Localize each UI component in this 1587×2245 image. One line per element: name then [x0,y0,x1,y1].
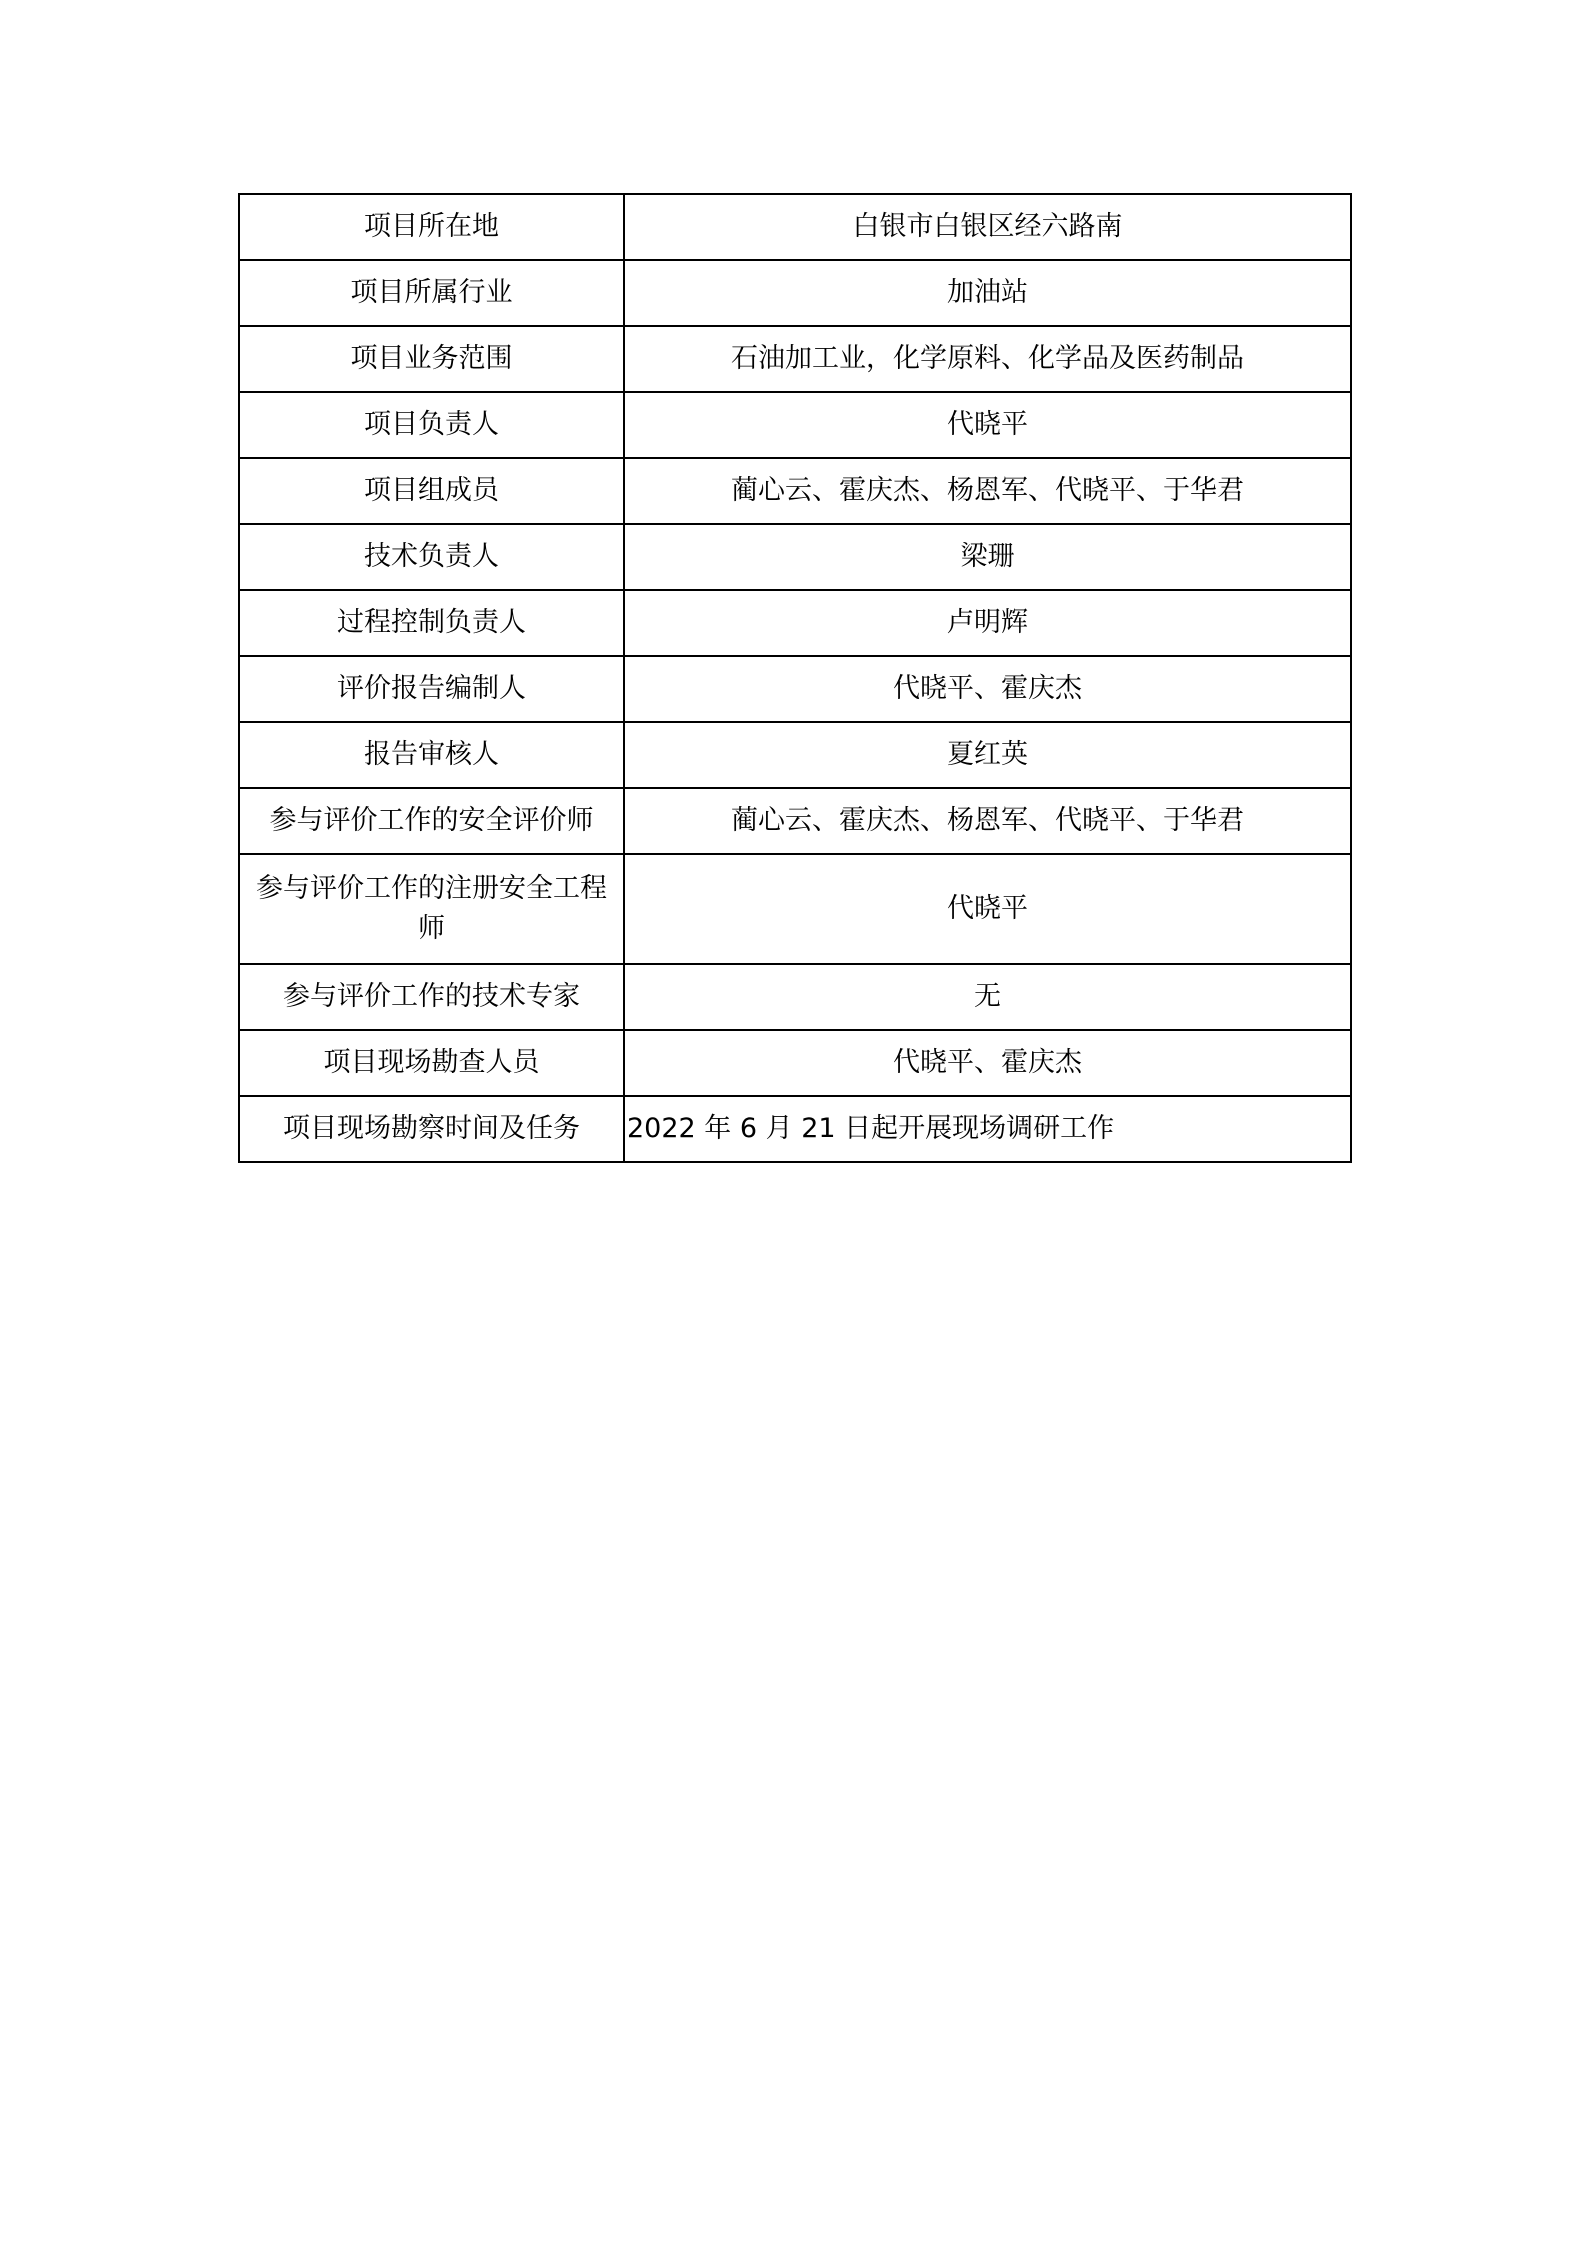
table-row [239,1096,1351,1162]
row-label: 项目现场勘察时间及任务 [239,1096,624,1162]
row-label: 参与评价工作的注册安全工程师 [239,854,624,964]
row-value: 梁珊 [624,524,1351,590]
row-value: 夏红英 [624,722,1351,788]
row-value: 代晓平、霍庆杰 [624,1030,1351,1096]
table-row [239,1030,1351,1096]
row-value: 无 [624,964,1351,1030]
row-value: 代晓平 [624,854,1351,964]
table-row [239,524,1351,590]
row-label: 技术负责人 [239,524,624,590]
table-row [239,458,1351,524]
row-label: 项目负责人 [239,392,624,458]
table-row [239,392,1351,458]
row-value: 2022 年 6 月 21 日起开展现场调研工作 [624,1096,1351,1162]
row-label: 项目组成员 [239,458,624,524]
table-row [239,964,1351,1030]
project-info-table [238,193,1352,1163]
table-row [239,260,1351,326]
row-value: 蔺心云、霍庆杰、杨恩军、代晓平、于华君 [624,788,1351,854]
table-row [239,656,1351,722]
row-label: 项目所属行业 [239,260,624,326]
row-label: 项目所在地 [239,194,624,260]
row-value: 石油加工业，化学原料、化学品及医药制品 [624,326,1351,392]
row-label: 项目现场勘查人员 [239,1030,624,1096]
row-value: 卢明辉 [624,590,1351,656]
row-value: 白银市白银区经六路南 [624,194,1351,260]
row-value: 蔺心云、霍庆杰、杨恩军、代晓平、于华君 [624,458,1351,524]
table-row [239,590,1351,656]
row-value: 代晓平 [624,392,1351,458]
row-label: 参与评价工作的安全评价师 [239,788,624,854]
row-value: 加油站 [624,260,1351,326]
table-row [239,854,1351,964]
row-label: 参与评价工作的技术专家 [239,964,624,1030]
table-row [239,788,1351,854]
row-label: 过程控制负责人 [239,590,624,656]
table-row [239,194,1351,260]
row-label: 项目业务范围 [239,326,624,392]
row-label: 报告审核人 [239,722,624,788]
row-value: 代晓平、霍庆杰 [624,656,1351,722]
table-row [239,326,1351,392]
row-label: 评价报告编制人 [239,656,624,722]
table-row [239,722,1351,788]
